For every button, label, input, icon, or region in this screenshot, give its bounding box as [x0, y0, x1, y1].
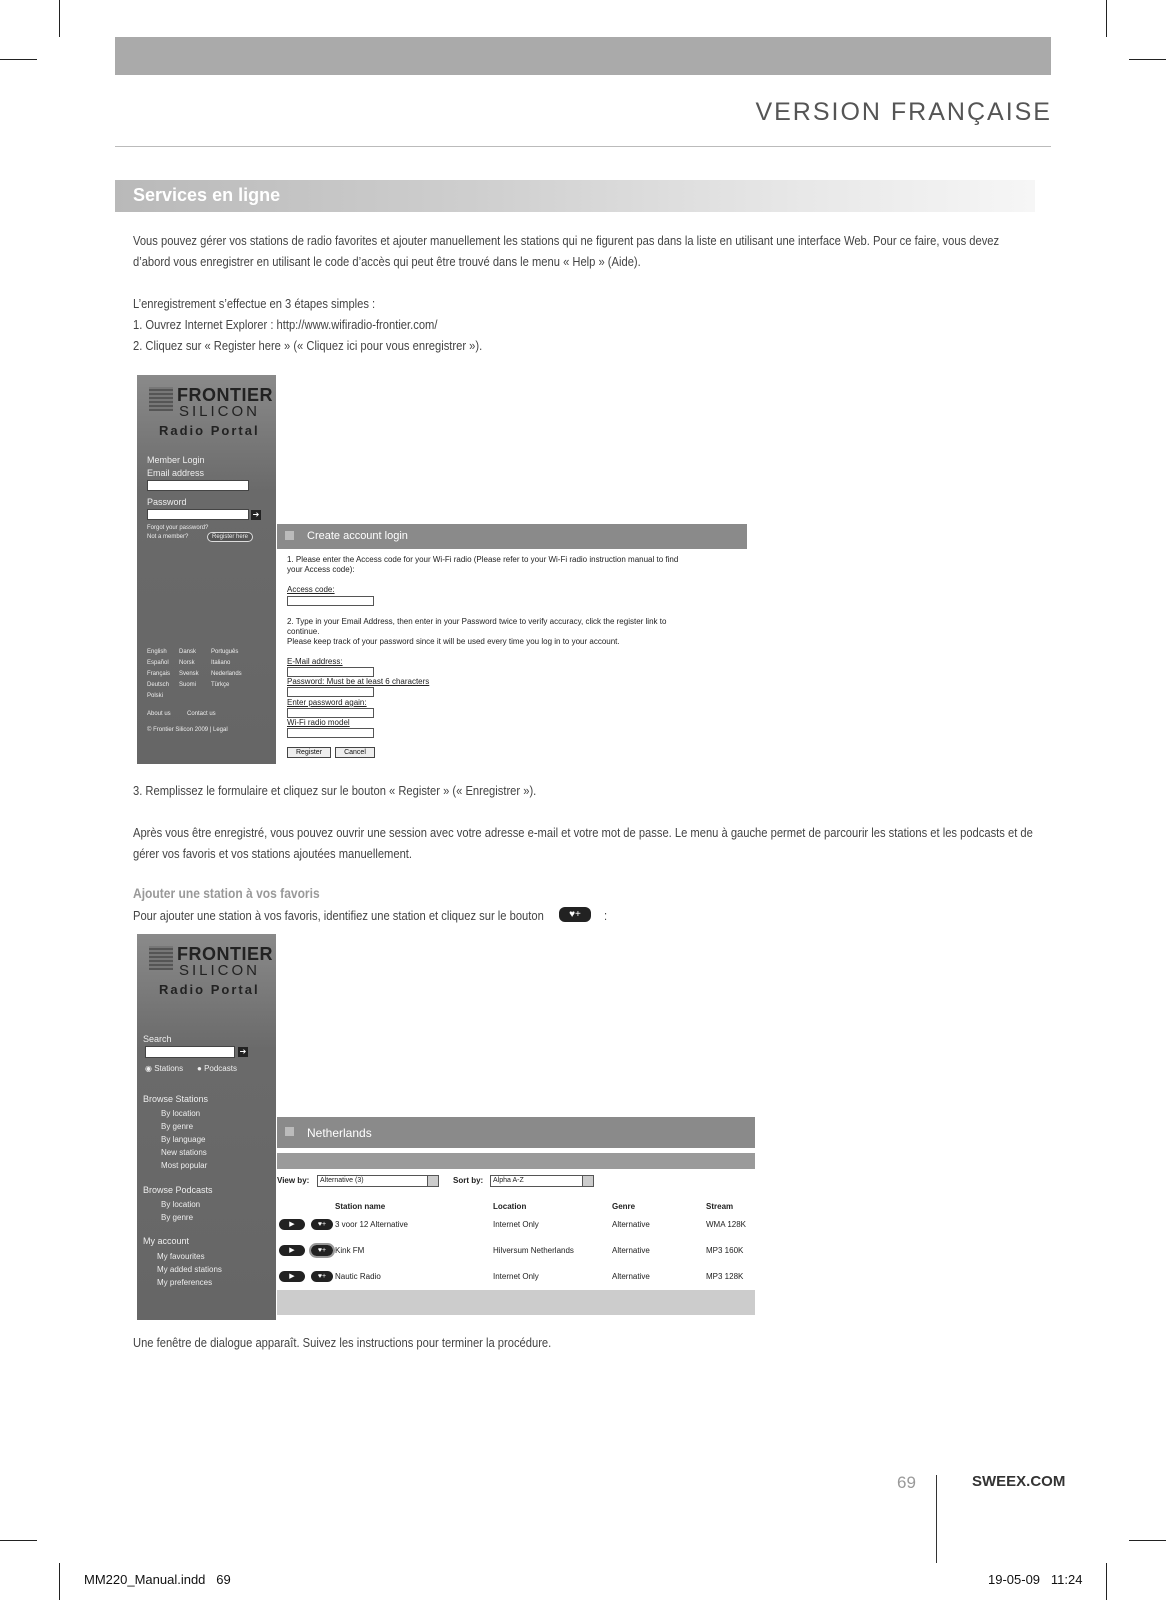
registration-screenshot: [137, 375, 757, 764]
email-field[interactable]: [287, 667, 374, 677]
podcasts-radio-label: Podcasts: [204, 1064, 237, 1073]
password-field-label: Password: Must be at least 6 characters: [287, 677, 430, 686]
sidebar-item-stations[interactable]: New stations: [161, 1148, 207, 1157]
register-button[interactable]: Register: [287, 747, 331, 758]
stations-radio[interactable]: ◉ Stations: [145, 1064, 184, 1073]
language-row: [147, 647, 251, 658]
header-bar: [115, 37, 1051, 75]
not-member-label: Not a member?: [147, 534, 189, 540]
crop-mark: [1129, 1540, 1166, 1541]
language-link[interactable]: Polski: [147, 693, 164, 699]
language-link[interactable]: Español: [147, 660, 169, 666]
sidebar-item-account[interactable]: My preferences: [157, 1278, 213, 1287]
language-row: [147, 669, 251, 680]
intro-line-1: Vous pouvez gérer vos stations de radio favorites et ajouter manuellement les stations qui ne figurent pas dans la liste en utilisant une interface Web. Pour ce faire, vous devez: [133, 233, 1000, 248]
view-by-value: Alternative (3): [320, 1177, 364, 1184]
email-instructions: [287, 617, 757, 647]
intro-line-2: d’abord vous enregistrer en utilisant le code d’accès qui peut être trouvé dans le menu « Help » (Aide).: [133, 254, 641, 269]
add-favourite-heart-icon: ♥+: [559, 907, 591, 922]
my-account-heading: My account: [143, 1236, 190, 1246]
language-row: [147, 680, 251, 691]
station-genre: Alternative: [612, 1246, 650, 1255]
create-account-title: Create account login: [307, 530, 408, 542]
netherlands-header: [277, 1117, 755, 1148]
table-footer-bar: [277, 1290, 755, 1315]
logo-radio-portal: Radio Portal: [159, 982, 260, 997]
sort-by-value: Alpha A-Z: [493, 1177, 524, 1184]
access-code-label: Access code:: [287, 585, 335, 594]
email-field-label: E-Mail address:: [287, 657, 343, 666]
sidebar-item-stations[interactable]: By location: [161, 1109, 201, 1118]
portal-sidebar: [137, 375, 276, 764]
step-3: 3. Remplissez le formulaire et cliquez sur le bouton « Register » (« Enregistrer »).: [133, 783, 537, 798]
language-link[interactable]: Nederlands: [211, 671, 242, 677]
sidebar-item-account[interactable]: My added stations: [157, 1265, 222, 1274]
logo-frontier: FRONTIER: [177, 385, 273, 405]
language-link[interactable]: English: [147, 649, 167, 655]
cancel-button[interactable]: Cancel: [335, 747, 375, 758]
favourites-heading: Ajouter une station à vos favoris: [133, 885, 320, 901]
header-divider: [115, 146, 1051, 147]
section-title: Services en ligne: [133, 185, 281, 205]
radio-model-label: Wi-Fi radio model: [287, 718, 350, 727]
access-instructions: 1. Please enter the Access code for your Wi-Fi radio (Please refer to your Wi-Fi radio instruction manual to find: [287, 555, 679, 564]
file-info: MM220_Manual.indd 69: [84, 1572, 231, 1587]
sidebar-item-podcasts[interactable]: By location: [161, 1200, 201, 1209]
column-station-name: Station name: [335, 1202, 386, 1211]
netherlands-title: Netherlands: [307, 1126, 372, 1140]
station-stream: MP3 128K: [706, 1272, 744, 1281]
sort-by-select[interactable]: [490, 1175, 594, 1187]
browse-stations-heading: Browse Stations: [143, 1094, 209, 1104]
play-button[interactable]: ▶: [279, 1245, 305, 1256]
station-location: Internet Only: [493, 1272, 539, 1281]
header-square-icon: [285, 1127, 294, 1136]
closing-text: Une fenêtre de dialogue apparaît. Suivez les instructions pour terminer la procédure.: [133, 1335, 552, 1350]
access-instructions-2: your Access code):: [287, 565, 355, 574]
sidebar-item-account[interactable]: My favourites: [157, 1252, 205, 1261]
favourites-text: Pour ajouter une station à vos favoris, identifiez une station et cliquez sur le bouton: [133, 908, 544, 923]
login-arrow-button[interactable]: ➔: [252, 510, 260, 519]
sidebar-item-stations[interactable]: By language: [161, 1135, 206, 1144]
column-location: Location: [493, 1202, 527, 1211]
station-name[interactable]: 3 voor 12 Alternative: [335, 1220, 408, 1229]
password-field[interactable]: [287, 687, 374, 697]
account-menu: [157, 1250, 222, 1289]
crop-mark: [0, 59, 37, 60]
station-location: Hilversum Netherlands: [493, 1246, 574, 1255]
logo-radio-portal: Radio Portal: [159, 423, 260, 438]
create-account-header: [277, 524, 747, 549]
header-square-icon: [285, 531, 294, 540]
add-favourite-button[interactable]: ♥+: [311, 1245, 333, 1256]
sidebar-item-stations[interactable]: By genre: [161, 1122, 194, 1131]
language-link[interactable]: Français: [147, 671, 171, 677]
stations-radio-label: Stations: [154, 1064, 184, 1073]
play-button[interactable]: ▶: [279, 1219, 305, 1230]
logo-silicon: SILICON: [179, 962, 261, 979]
access-code-input[interactable]: [287, 596, 374, 606]
search-arrow-button[interactable]: ➔: [239, 1047, 247, 1056]
frontier-logo-icon: [149, 946, 173, 970]
crop-mark: [1129, 59, 1166, 60]
station-genre: Alternative: [612, 1220, 650, 1229]
after-register-line-1: Après vous être enregistré, vous pouvez ouvrir une session avec votre adresse e-mail et votre mot de passe. Le menu à gauche permet de parcourir les stations et les podcasts et de: [133, 825, 1033, 840]
language-link[interactable]: Suomi: [179, 682, 197, 688]
column-stream: Stream: [706, 1202, 734, 1211]
language-link[interactable]: Italiano: [211, 660, 231, 666]
email-instructions-3: Please keep track of your password since it will be used every time you log in to your account.: [287, 637, 620, 646]
view-by-select[interactable]: [317, 1175, 439, 1187]
favourites-colon: :: [604, 908, 608, 923]
netherlands-subbar: [277, 1153, 755, 1169]
password-again-label: Enter password again:: [287, 698, 367, 707]
search-label: Search: [143, 1034, 172, 1044]
email-instructions-2: continue.: [287, 627, 320, 636]
crop-mark: [59, 0, 60, 37]
stations-menu: [161, 1107, 207, 1172]
crop-mark: [59, 1563, 60, 1600]
register-here-button[interactable]: Register here: [207, 532, 253, 542]
station-name[interactable]: Nautic Radio: [335, 1272, 381, 1281]
language-link[interactable]: Dansk: [179, 649, 197, 655]
email-instructions-1: 2. Type in your Email Address, then enter in your Password twice to verify accuracy, click the register link to: [287, 617, 667, 626]
station-location: Internet Only: [493, 1220, 539, 1229]
sidebar-item-stations[interactable]: Most popular: [161, 1161, 208, 1170]
create-account-form: [287, 555, 757, 575]
browse-podcasts-heading: Browse Podcasts: [143, 1185, 213, 1195]
crop-mark: [1106, 0, 1107, 37]
browse-screenshot: [137, 934, 757, 1320]
podcasts-menu: [161, 1198, 200, 1224]
station-genre: Alternative: [612, 1272, 650, 1281]
station-name[interactable]: Kink FM: [335, 1246, 365, 1255]
page-number: 69: [897, 1473, 916, 1492]
password-again-field[interactable]: [287, 708, 374, 718]
logo-frontier: FRONTIER: [177, 944, 273, 964]
chevron-down-icon: [582, 1176, 593, 1186]
language-link[interactable]: Türkçe: [211, 682, 230, 688]
login-password-input[interactable]: [147, 509, 249, 520]
add-favourite-button[interactable]: ♥+: [311, 1219, 333, 1230]
print-datetime: 19-05-09 11:24: [988, 1572, 1083, 1587]
chevron-down-icon: [427, 1176, 438, 1186]
podcasts-radio[interactable]: ● Podcasts: [197, 1064, 237, 1073]
language-link[interactable]: Norsk: [179, 660, 195, 666]
login-email-input[interactable]: [147, 480, 249, 491]
brand-label: SWEEX.COM: [972, 1473, 1066, 1490]
copyright: © Frontier Silicon 2009 | Legal: [147, 727, 228, 733]
footer-divider: [936, 1475, 937, 1563]
about-us-link[interactable]: About us: [147, 711, 171, 717]
language-links: [147, 647, 251, 702]
station-stream: WMA 128K: [706, 1220, 747, 1229]
member-login-label: Member Login: [147, 455, 205, 465]
view-by-label: View by:: [277, 1176, 310, 1185]
language-link[interactable]: Svensk: [179, 671, 199, 677]
search-input[interactable]: [145, 1046, 235, 1058]
radio-model-field[interactable]: [287, 728, 374, 738]
sidebar-item-podcasts[interactable]: By genre: [161, 1213, 194, 1222]
password-label: Password: [147, 497, 187, 507]
language-link[interactable]: Deutsch: [147, 682, 170, 688]
column-genre: Genre: [612, 1202, 636, 1211]
play-button[interactable]: ▶: [279, 1271, 305, 1282]
step-1: 1. Ouvrez Internet Explorer : http://www.wifiradio-frontier.com/: [133, 317, 438, 332]
crop-mark: [0, 1540, 37, 1541]
forgot-password-link[interactable]: Forgot your password?: [147, 525, 209, 531]
add-favourite-button[interactable]: ♥+: [311, 1271, 333, 1282]
frontier-logo-icon: [149, 387, 173, 411]
version-label: VERSION FRANÇAISE: [755, 98, 1052, 126]
email-label: Email address: [147, 468, 205, 478]
browse-sidebar: [137, 934, 276, 1320]
language-row: [147, 691, 251, 702]
station-stream: MP3 160K: [706, 1246, 744, 1255]
logo-silicon: SILICON: [179, 403, 261, 420]
language-row: [147, 658, 251, 669]
sort-by-label: Sort by:: [453, 1176, 484, 1185]
language-link[interactable]: Português: [211, 649, 239, 655]
steps-intro: L’enregistrement s’effectue en 3 étapes simples :: [133, 296, 376, 311]
contact-us-link[interactable]: Contact us: [187, 711, 216, 717]
section-title-bar: [115, 180, 1035, 212]
step-2: 2. Cliquez sur « Register here » (« Cliquez ici pour vous enregistrer »).: [133, 338, 483, 353]
crop-mark: [1106, 1563, 1107, 1600]
after-register-line-2: gérer vos favoris et vos stations ajoutées manuellement.: [133, 846, 413, 861]
